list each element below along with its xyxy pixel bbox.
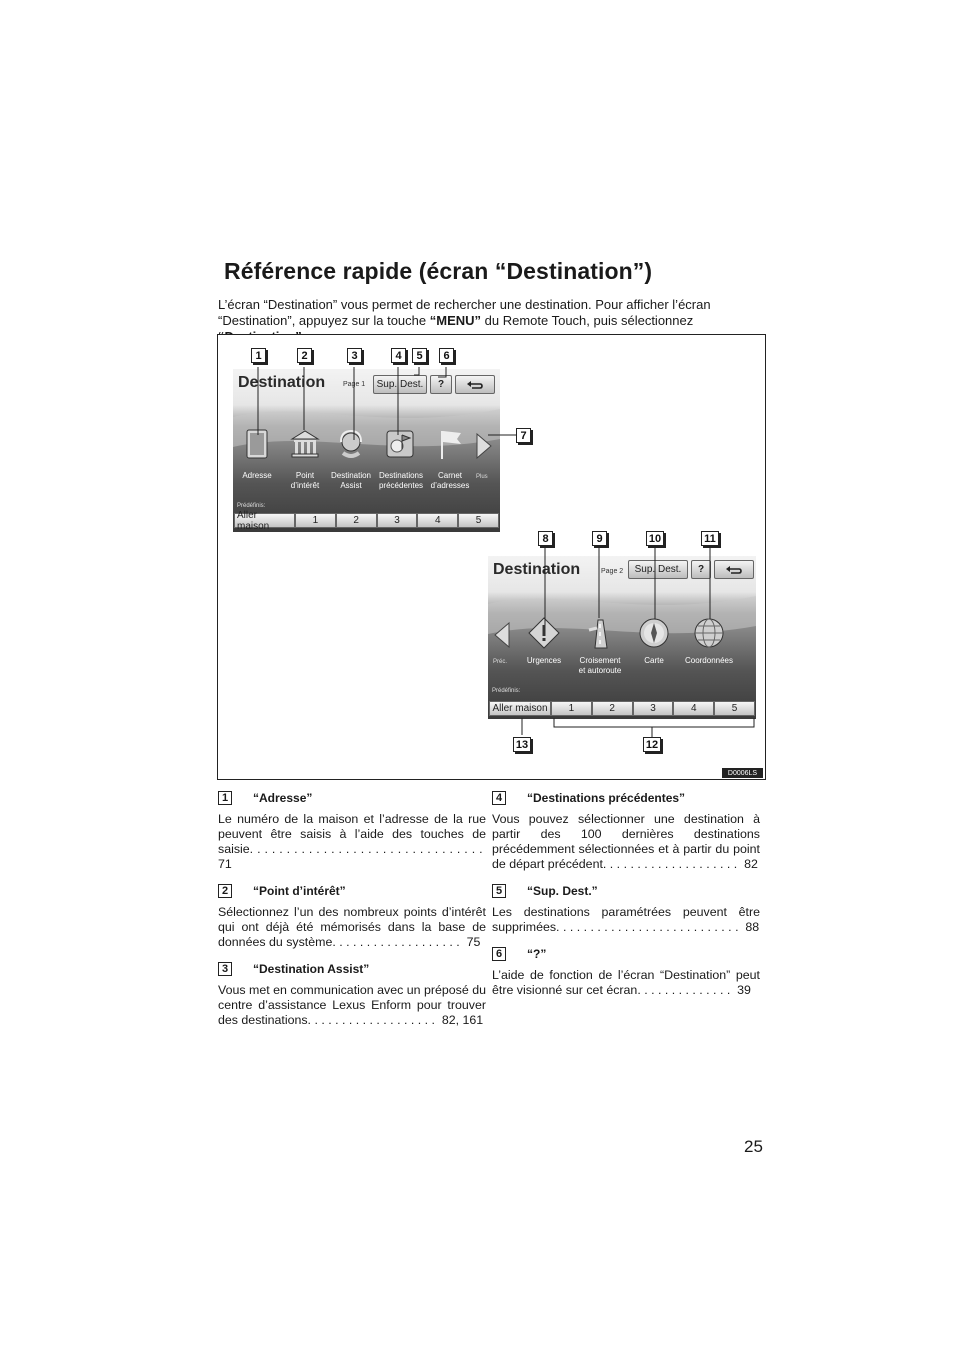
help-button[interactable]: ? (430, 375, 452, 394)
callout-12: 12 (643, 737, 661, 752)
callout-6: 6 (439, 348, 454, 363)
item-title: “Sup. Dest.” (527, 884, 598, 898)
address-book-label: Carnet d’adresses (430, 471, 470, 490)
callout-10: 10 (646, 531, 664, 546)
preset-button[interactable]: 1 (551, 701, 592, 716)
description-item (492, 880, 760, 935)
item-text: Vous pouvez sélectionner une destination à partir des 100 dernières destinations précédemment sélectionnées et à partir du point de départ précédent. (492, 812, 760, 871)
page-reference: 82, 161 (441, 1013, 484, 1027)
address-label: Adresse (242, 471, 272, 480)
page-reference: 71 (218, 857, 232, 871)
item-number: 1 (218, 791, 232, 805)
callout-13: 13 (513, 737, 531, 752)
page-reference: 82 (744, 857, 758, 871)
screen-title: Destination (493, 561, 581, 578)
item-text: Vous met en communication avec un préposé du centre d’assistance Lexus Enform pour trouver des destinations. (218, 983, 486, 1027)
item-text: L’aide de fonction de l’écran “Destination” peut être visionné sur cet écran. (492, 968, 760, 997)
item-number: 6 (492, 947, 506, 961)
destination-screen-figure (217, 334, 766, 780)
plus-label: Plus (476, 474, 488, 480)
item-text: Le numéro de la maison et l’adresse de la rue peuvent être saisis à l’aide des touches de saisie. (218, 812, 486, 856)
intersection-freeway-label: Croisement et autoroute (578, 656, 622, 675)
preset-button[interactable]: 4 (673, 701, 714, 716)
item-body: Le numéro de la maison et l’adresse de la rue peuvent être saisis à l’aide des touches de saisie. . . . . . . . . . . . . . . . . . . . . . . . . . . . . . . . 71 (218, 812, 486, 871)
predefined-label: Prédéfinis: (492, 688, 521, 694)
item-title: “Destinations précédentes” (527, 791, 686, 805)
map-label: Carte (644, 656, 664, 665)
intro-menu-key: “MENU” (429, 313, 482, 328)
item-body: Les destinations paramétrées peuvent être supprimées. . . . . . . . . . . . . . . . . . . . . . . . . . . 88 (492, 905, 760, 934)
item-title: “?” (527, 947, 547, 961)
item-title: “Destination Assist” (253, 962, 370, 976)
page-reference: 88 (745, 920, 760, 934)
coordinates-label: Coordonnées (684, 656, 734, 665)
preset-button[interactable]: 3 (377, 513, 418, 528)
description-item (218, 880, 486, 950)
preset-button[interactable]: 5 (458, 513, 499, 528)
page-reference: 39 (737, 983, 751, 997)
descriptions-left-column (218, 787, 486, 1036)
callout-leader-lines (218, 335, 767, 781)
description-item (492, 943, 760, 998)
preset-button[interactable]: 2 (336, 513, 377, 528)
figure-code: D0006LS (722, 768, 763, 778)
item-body: Vous met en communication avec un préposé du centre d’assistance Lexus Enform pour trouver des destinations. . . . . . . . . . . . . . . . . . . 82, 161 (218, 983, 486, 1027)
callout-11: 11 (701, 531, 719, 546)
preset-button[interactable]: 1 (295, 513, 336, 528)
page-indicator: Page 1 (343, 381, 366, 388)
emergency-label: Urgences (526, 656, 562, 665)
item-title: “Adresse” (253, 791, 313, 805)
screen-title: Destination (238, 374, 326, 391)
previous-destinations-label: Destinations précédentes (378, 471, 424, 490)
help-button[interactable]: ? (691, 560, 711, 579)
item-body: L’aide de fonction de l’écran “Destination” peut être visionné sur cet écran. . . . . . . . . . . . . . 39 (492, 968, 760, 997)
item-body: Vous pouvez sélectionner une destination à partir des 100 dernières destinations précédemment sélectionnées et à partir du point de départ précédent. . . . . . . . . . . . . . . . . . . . 82 (492, 812, 760, 871)
item-number: 3 (218, 962, 232, 976)
callout-7: 7 (516, 428, 531, 443)
intro-text: du Remote Touch, puis sélectionnez (481, 313, 694, 328)
callout-5: 5 (412, 348, 427, 363)
description-item (218, 958, 486, 1028)
preset-button[interactable]: 3 (633, 701, 674, 716)
item-number: 2 (218, 884, 232, 898)
item-text: Sélectionnez l’un des nombreux points d’intérêt qui ont déjà été mémorisés dans la base de données du système. (218, 905, 486, 949)
item-number: 5 (492, 884, 506, 898)
item-text: Les destinations paramétrées peuvent être supprimées. (492, 905, 760, 934)
intro-text: L’écran “Destination” vous permet de rechercher une destination. Pour afficher l’écran “Destination”, appuyez sur la touche (218, 297, 711, 328)
predefined-label: Prédéfinis: (237, 503, 266, 509)
page-indicator: Page 2 (601, 568, 624, 575)
callout-1: 1 (251, 348, 266, 363)
page-reference: 75 (466, 935, 481, 949)
sup-dest-button[interactable]: Sup. Dest. (628, 560, 688, 579)
callout-2: 2 (297, 348, 312, 363)
callout-8: 8 (538, 531, 553, 546)
descriptions-right-column (492, 787, 760, 1006)
page-title: Référence rapide (écran “Destination”) (224, 258, 653, 284)
preset-button[interactable]: 4 (417, 513, 458, 528)
go-home-button[interactable]: Aller maison (234, 513, 295, 528)
preset-button[interactable]: 5 (714, 701, 755, 716)
prev-label: Préc. (493, 659, 508, 665)
callout-4: 4 (391, 348, 406, 363)
item-body: Sélectionnez l’un des nombreux points d’intérêt qui ont déjà été mémorisés dans la base de données du système. . . . . . . . . . . . . . . . . . . 75 (218, 905, 486, 949)
item-title: “Point d’intérêt” (253, 884, 346, 898)
poi-label: Point d’intérêt (290, 471, 320, 490)
preset-button[interactable]: 2 (592, 701, 633, 716)
go-home-button[interactable]: Aller maison (489, 701, 551, 716)
destination-assist-label: Destination Assist (330, 471, 372, 490)
sup-dest-button[interactable]: Sup. Dest. (373, 375, 427, 394)
callout-9: 9 (592, 531, 607, 546)
description-item (218, 787, 486, 872)
item-number: 4 (492, 791, 506, 805)
callout-3: 3 (347, 348, 362, 363)
description-item (492, 787, 760, 872)
page-number: 25 (744, 1137, 763, 1156)
